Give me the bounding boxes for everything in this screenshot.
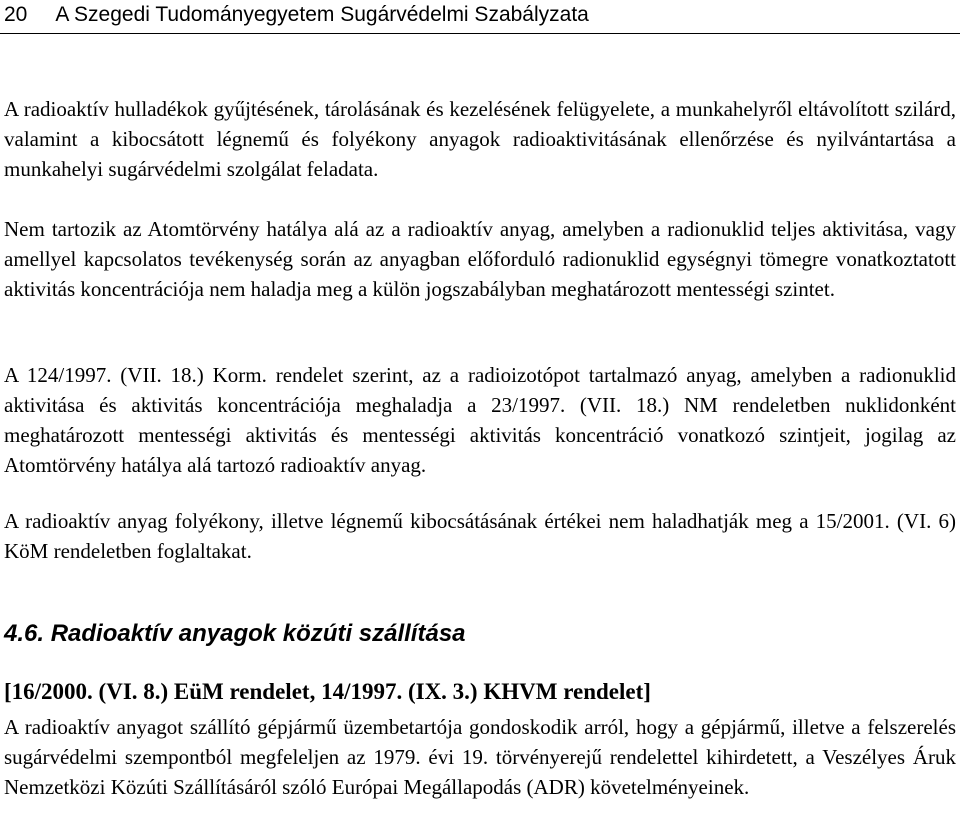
paragraph: A radioaktív hulladékok gyűjtésének, tárolásának és kezelésének felügyelete, a munkahelyről eltávolított szilárd, valamint a kibocsátott légnemű és folyékony anyagok radioaktivitásának ellenőrzése és nyilvántartása a munkahelyi sugárvédelmi szolgálat feladata. — [4, 97, 956, 181]
header-title: A Szegedi Tudományegyetem Sugárvédelmi Szabályzata — [55, 3, 589, 26]
paragraph: A 124/1997. (VII. 18.) Korm. rendelet szerint, az a radioizotópot tartalmazó anyag, amelyben a radionuklid aktivitása és aktivitás koncentrációja meghaladja a 23/1997. (VII. 18.) NM rendeletben nuklidonként meghatározott mentességi aktivitás és mentességi aktivitás koncentráció vonatkozó szintjeit, jogilag az Atomtörvény hatálya alá tartozó radioaktív anyag. — [4, 363, 956, 477]
paragraph: Nem tartozik az Atomtörvény hatálya alá az a radioaktív anyag, amelyben a radionuklid teljes aktivitása, vagy amellyel kapcsolatos tevékenység során az anyagban előforduló radionuklid egységnyi tömegre vonatkoztatott aktivitás koncentrációja nem haladja meg a külön jogszabályban meghatározott mentességi szintet. — [4, 217, 956, 301]
section-heading: 4.6. Radioaktív anyagok közúti szállítása — [4, 620, 466, 647]
running-header — [0, 0, 960, 34]
paragraph: A radioaktív anyagot szállító gépjármű üzembetartója gondoskodik arról, hogy a gépjármű, illetve a felszerelés sugárvédelmi szempontból megfeleljen az 1979. évi 19. törvényerejű rendelettel kihirdetett, a Veszélyes Áruk Nemzetközi Közúti Szállításáról szóló Európai Megállapodás (ADR) követelményeinek. — [4, 715, 956, 799]
page-number: 20 — [4, 3, 28, 26]
legal-reference: [16/2000. (VI. 8.) EüM rendelet, 14/1997. (IX. 3.) KHVM rendelet] — [4, 679, 651, 704]
header-text — [4, 2, 589, 28]
paragraph: A radioaktív anyag folyékony, illetve légnemű kibocsátásának értékei nem haladhatják meg a 15/2001. (VI. 6) KöM rendeletben foglaltakat. — [4, 509, 956, 563]
